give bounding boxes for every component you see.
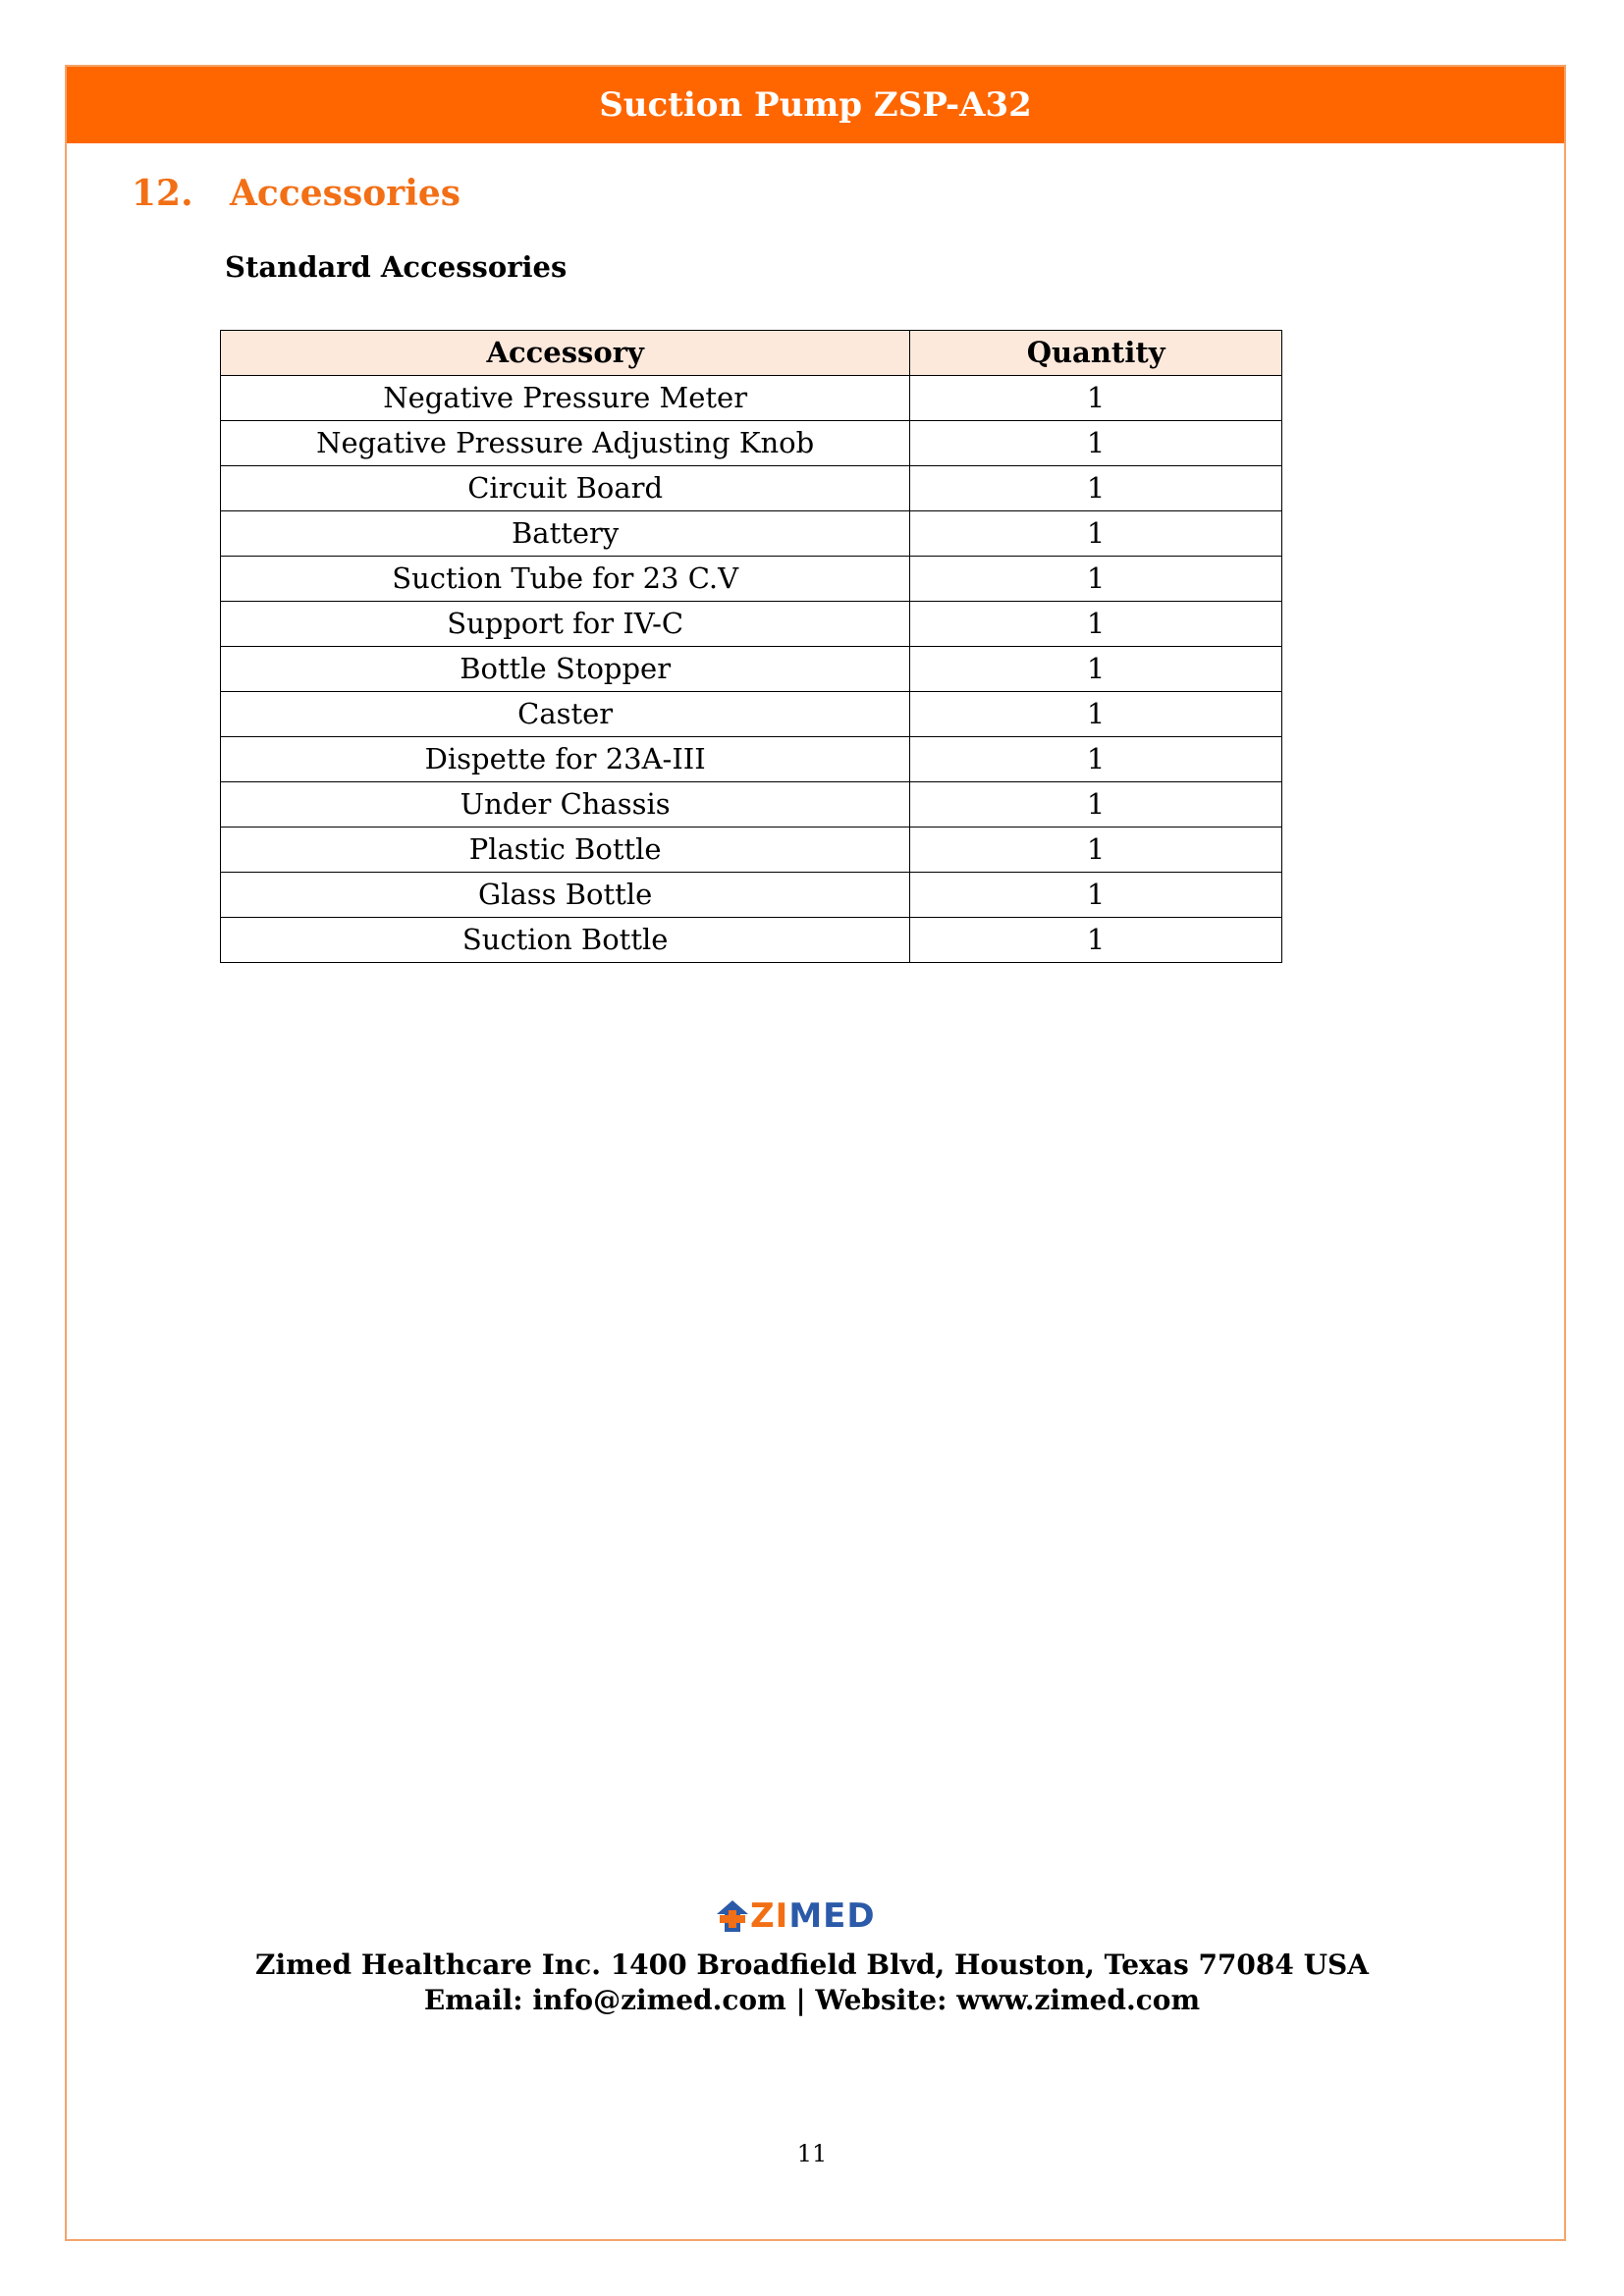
subheading: Standard Accessories (225, 250, 568, 284)
table-row (221, 828, 1282, 873)
table-row (221, 737, 1282, 782)
quantity-cell: 1 (910, 511, 1282, 557)
table-row (221, 421, 1282, 466)
quantity-cell: 1 (910, 828, 1282, 873)
table-body (221, 376, 1282, 963)
accessory-cell: Bottle Stopper (221, 647, 910, 692)
header-accessory: Accessory (221, 331, 910, 376)
accessory-cell: Plastic Bottle (221, 828, 910, 873)
quantity-cell: 1 (910, 602, 1282, 647)
quantity-cell: 1 (910, 466, 1282, 511)
zimed-logo (715, 1898, 876, 1934)
quantity-cell: 1 (910, 557, 1282, 602)
table-row (221, 511, 1282, 557)
section-heading (132, 169, 460, 218)
header-quantity: Quantity (910, 331, 1282, 376)
section-number: 12. (132, 173, 193, 214)
table-row (221, 918, 1282, 963)
quantity-cell: 1 (910, 782, 1282, 828)
accessory-cell: Suction Tube for 23 C.V (221, 557, 910, 602)
document-title: Suction Pump ZSP-A32 (599, 85, 1032, 125)
quantity-cell: 1 (910, 873, 1282, 918)
table-row (221, 647, 1282, 692)
accessory-cell: Glass Bottle (221, 873, 910, 918)
accessory-cell: Negative Pressure Meter (221, 376, 910, 421)
accessory-cell: Negative Pressure Adjusting Knob (221, 421, 910, 466)
footer-contact: Email: info@zimed.com | Website: www.zimed.com (423, 1984, 1201, 2016)
quantity-cell: 1 (910, 918, 1282, 963)
quantity-cell: 1 (910, 376, 1282, 421)
accessory-cell: Under Chassis (221, 782, 910, 828)
table-row (221, 602, 1282, 647)
quantity-cell: 1 (910, 692, 1282, 737)
quantity-cell: 1 (910, 647, 1282, 692)
quantity-cell: 1 (910, 737, 1282, 782)
table-row (221, 466, 1282, 511)
accessories-table (220, 330, 1282, 963)
table-row (221, 692, 1282, 737)
table-row (221, 376, 1282, 421)
accessory-cell: Circuit Board (221, 466, 910, 511)
logo-wordmark: ZIMED (750, 1896, 876, 1936)
page-number: 11 (796, 2140, 828, 2167)
accessory-cell: Dispette for 23A-III (221, 737, 910, 782)
table-header-row (221, 331, 1282, 376)
quantity-cell: 1 (910, 421, 1282, 466)
section-title: Accessories (230, 173, 461, 214)
table-row (221, 557, 1282, 602)
medical-cross-icon (715, 1898, 750, 1934)
table-row (221, 782, 1282, 828)
accessory-cell: Battery (221, 511, 910, 557)
accessory-cell: Caster (221, 692, 910, 737)
accessory-cell: Suction Bottle (221, 918, 910, 963)
table-row (221, 873, 1282, 918)
footer-address: Zimed Healthcare Inc. 1400 Broadfield Blvd, Houston, Texas 77084 USA (255, 1949, 1369, 1981)
header-bar (67, 67, 1564, 143)
accessory-cell: Support for IV-C (221, 602, 910, 647)
